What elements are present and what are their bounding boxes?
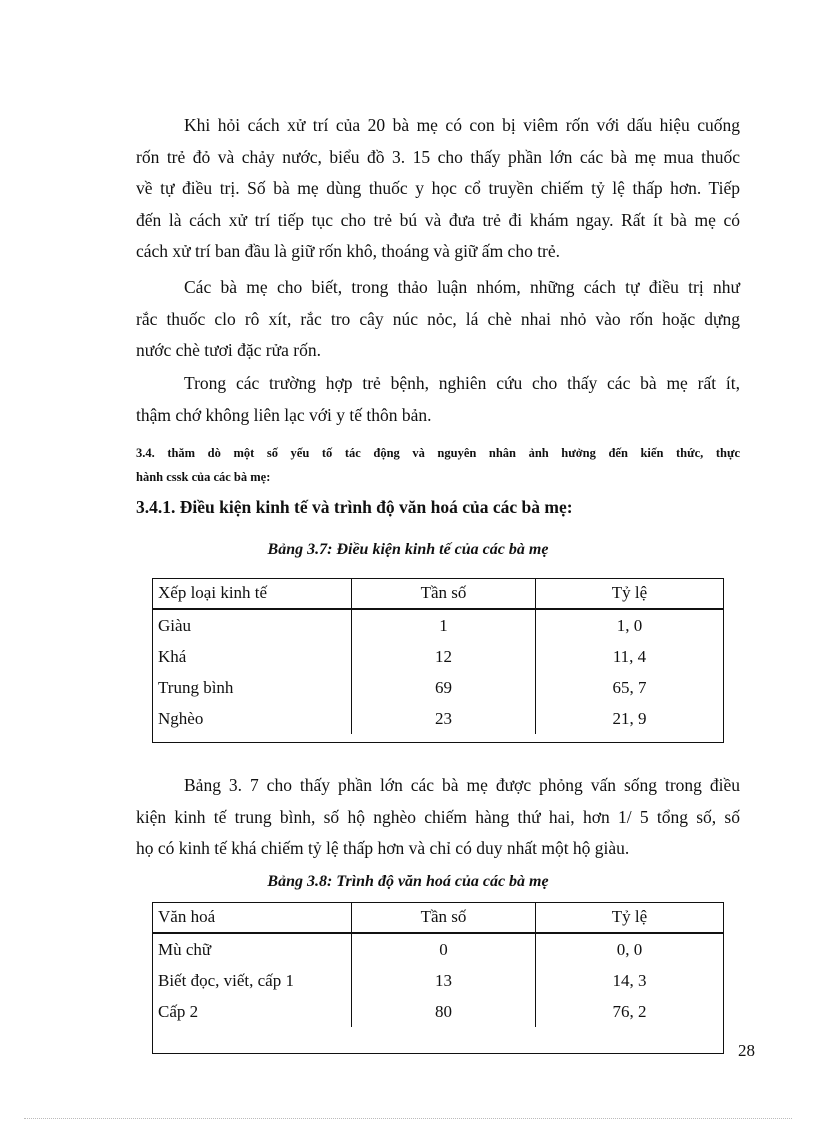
table-cell: Trung bình xyxy=(158,677,234,697)
column-header: Tỷ lệ xyxy=(536,578,724,609)
table-cell: 12 xyxy=(352,641,536,672)
text-line: về tự điều trị. Số bà mẹ dùng thuốc y học cổ truyền chiếm tỷ lệ thấp hơn. Tiếp xyxy=(136,178,740,198)
column-header: Tần số xyxy=(352,578,536,609)
table-cell: 80 xyxy=(352,996,536,1027)
table-cell: Biết đọc, viết, cấp 1 xyxy=(158,970,294,990)
column-header: Văn hoá xyxy=(152,902,352,933)
column-header: Tần số xyxy=(352,902,536,933)
table-row xyxy=(152,933,723,965)
table-cell: 13 xyxy=(352,965,536,996)
table-cell: 65, 7 xyxy=(536,672,724,703)
text-line: kiện kinh tế trung bình, số hộ nghèo chiếm hàng thứ hai, hơn 1/ 5 tổng số, số xyxy=(136,806,740,827)
text-line: Các bà mẹ cho biết, trong thảo luận nhóm, những cách tự điều trị như xyxy=(184,277,740,297)
text-line: hành cssk của các bà mẹ: xyxy=(136,470,271,484)
table-cell: 0 xyxy=(352,933,536,965)
page-bottom-rule xyxy=(24,1118,792,1119)
text-line: Trong các trường hợp trẻ bệnh, nghiên cứu cho thấy các bà mẹ rất ít, xyxy=(184,373,740,393)
table-cell: 14, 3 xyxy=(536,965,724,996)
table-cell: 11, 4 xyxy=(536,641,724,672)
table-header-row xyxy=(152,902,723,933)
table-cell: 76, 2 xyxy=(536,996,724,1027)
text-line: rốn trẻ đỏ và chảy nước, biểu đồ 3. 15 cho thấy phần lớn các bà mẹ mua thuốc xyxy=(136,146,740,167)
page-number: 28 xyxy=(738,1041,755,1060)
table-caption: Bảng 3.7: Điều kiện kinh tế của các bà mẹ xyxy=(267,541,549,558)
column-header: Tỷ lệ xyxy=(536,902,724,933)
text-line: rắc thuốc clo rô xít, rắc tro cây núc nỏc, lá chè nhai nhỏ vào rốn hoặc dựng xyxy=(136,308,740,329)
column-header: Xếp loại kinh tế xyxy=(152,578,352,609)
text-line: thậm chớ không liên lạc với y tế thôn bản. xyxy=(136,404,432,425)
text-line: Bảng 3. 7 cho thấy phần lớn các bà mẹ được phỏng vấn sống trong điều xyxy=(184,775,740,795)
table-row xyxy=(152,965,723,996)
table-cell: Khá xyxy=(158,646,187,666)
table-cell: Nghèo xyxy=(158,708,204,728)
section-heading-3-4-1: 3.4.1. Điều kiện kinh tế và trình độ văn hoá của các bà mẹ: xyxy=(136,497,573,517)
text-line: nước chè tươi đặc rửa rốn. xyxy=(136,340,321,360)
table-cell: Mù chữ xyxy=(158,939,212,959)
table-cell: 69 xyxy=(352,672,536,703)
table-cell: 21, 9 xyxy=(536,703,724,734)
table-cell: Cấp 2 xyxy=(158,1001,199,1021)
text-line: họ có kinh tế khá chiếm tỷ lệ thấp hơn và chỉ có duy nhất một hộ giàu. xyxy=(136,838,630,858)
education-table xyxy=(152,902,723,1027)
text-line: 3.4. thăm dò một số yếu tố tác động và nguyên nhân ảnh hưởng đến kiến thức, thực xyxy=(136,446,740,460)
text-line: đến là cách xử trí tiếp tục cho trẻ bú và đưa trẻ đi khám ngay. Rất ít bà mẹ có xyxy=(136,209,740,230)
table-cell: 23 xyxy=(352,703,536,734)
table-caption: Bảng 3.8: Trình độ văn hoá của các bà mẹ xyxy=(267,873,549,890)
table-cell: Giàu xyxy=(158,615,192,635)
text-line: cách xử trí ban đầu là giữ rốn khô, thoáng và giữ ấm cho trẻ. xyxy=(136,241,561,261)
table-row xyxy=(152,996,723,1027)
table-cell: 0, 0 xyxy=(536,933,724,965)
text-line: Khi hỏi cách xử trí của 20 bà mẹ có con bị viêm rốn với dấu hiệu cuống xyxy=(184,115,740,135)
table-cell: 1 xyxy=(352,609,536,641)
table-cell: 1, 0 xyxy=(536,609,724,641)
